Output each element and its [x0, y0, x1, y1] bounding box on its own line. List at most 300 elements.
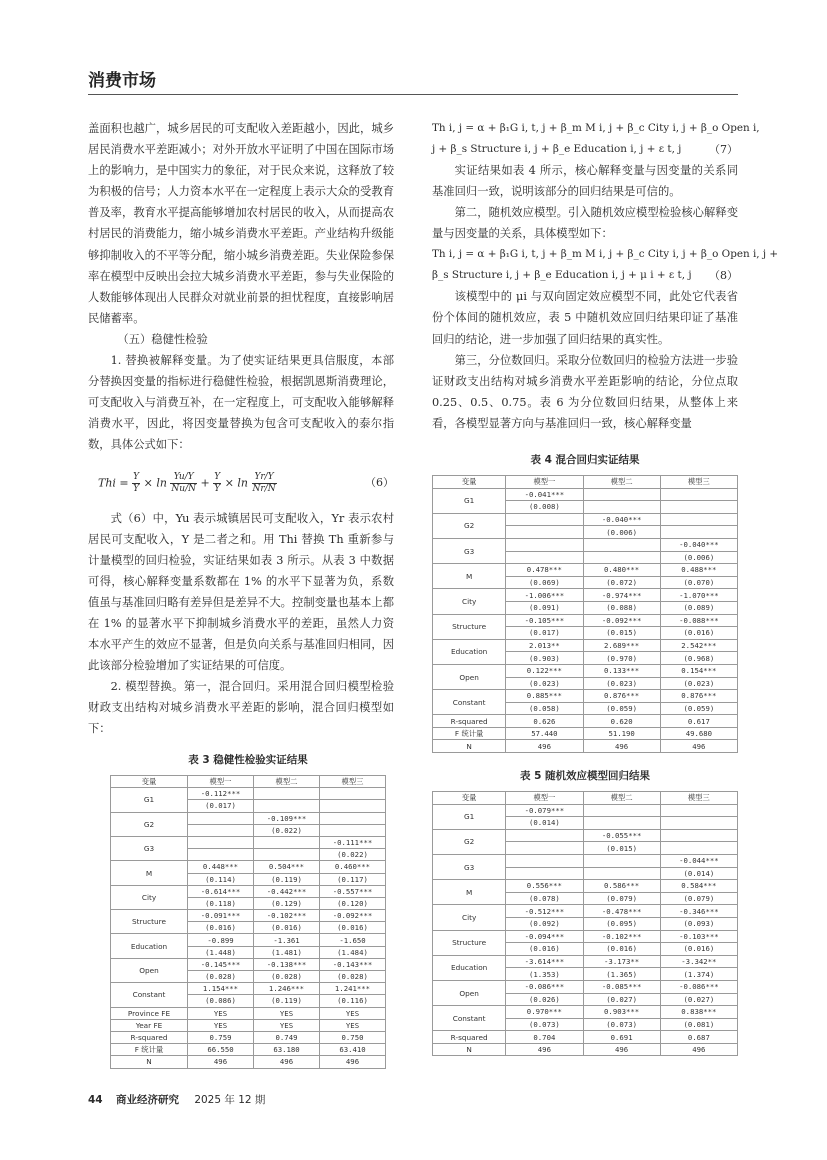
row-label: City: [433, 589, 506, 614]
eq-line: Th i, j = α + β₁G i, t, j + β_m M i, j + β_c City i, j + β_o Open i,: [432, 122, 760, 134]
coefficient-cell: 0.488***: [660, 564, 737, 577]
table-row: [111, 788, 386, 800]
stderr-cell: (1.365): [583, 968, 660, 981]
coefficient-cell: -0.102***: [583, 930, 660, 943]
coefficient-cell: -0.111***: [320, 836, 386, 848]
stat-cell: 496: [254, 1056, 320, 1068]
stderr-cell: (0.006): [583, 526, 660, 539]
table-row: [433, 854, 738, 867]
paragraph: 1. 替换被解释变量。为了使实证结果更具信服度，本部分替换因变量的指标进行稳健性检验，根据凯恩斯消费理论，可支配收入与消费互补，在一定程度上，可支配收入能够解释消费水平，因此，将因变量替换为包含可支配收入的泰尔指数，具体公式如下：: [88, 354, 394, 452]
table-row: [433, 1006, 738, 1019]
table-row: [111, 910, 386, 922]
column-header: 模型三: [660, 476, 737, 489]
eq-lhs: Thi =: [98, 476, 133, 489]
coefficient-cell: -0.041***: [506, 488, 583, 501]
coefficient-cell: [583, 488, 660, 501]
column-header: 模型一: [506, 476, 583, 489]
coefficient-cell: 0.154***: [660, 664, 737, 677]
stderr-cell: (0.119): [254, 873, 320, 885]
row-label: Structure: [111, 910, 188, 934]
coefficient-cell: 0.480***: [583, 564, 660, 577]
table-title: 表 4 混合回归实证结果: [530, 454, 640, 466]
stat-cell: 496: [660, 740, 737, 753]
stat-cell: YES: [188, 1007, 254, 1019]
stderr-cell: (0.091): [506, 601, 583, 614]
stderr-cell: (0.023): [583, 677, 660, 690]
stderr-cell: [583, 551, 660, 564]
coefficient-cell: -0.055***: [583, 829, 660, 842]
stderr-cell: (0.095): [583, 917, 660, 930]
stderr-cell: [660, 501, 737, 514]
stderr-cell: (0.028): [188, 971, 254, 983]
coefficient-cell: -0.614***: [188, 885, 254, 897]
table-row: [433, 488, 738, 501]
stderr-cell: (0.089): [660, 601, 737, 614]
eq-fraction: $\frac{Yr/Y}{Nr/N}$: [252, 471, 276, 494]
coefficient-cell: -0.091***: [188, 910, 254, 922]
stat-cell: 0.691: [583, 1031, 660, 1044]
eq-fraction: $\frac{Y}{Y}$: [214, 471, 221, 494]
coefficient-cell: -3.614***: [506, 955, 583, 968]
issue: 2025 年 12 期: [194, 1094, 266, 1106]
table-header-row: [111, 776, 386, 788]
stderr-cell: (0.014): [660, 867, 737, 880]
coefficient-cell: -0.899: [188, 934, 254, 946]
column-header: 模型三: [660, 792, 737, 805]
stderr-cell: [583, 817, 660, 830]
coefficient-cell: [583, 804, 660, 817]
stderr-cell: [506, 867, 583, 880]
stderr-cell: [320, 824, 386, 836]
stderr-cell: [506, 842, 583, 855]
table-row: [433, 690, 738, 703]
stderr-cell: (0.070): [660, 576, 737, 589]
stderr-cell: (0.086): [188, 995, 254, 1007]
table-row: [433, 614, 738, 627]
stat-cell: 49.680: [660, 727, 737, 740]
column-header: 模型二: [254, 776, 320, 788]
stderr-cell: (0.016): [254, 922, 320, 934]
row-label: G3: [433, 538, 506, 563]
table-row: [433, 980, 738, 993]
coefficient-cell: 0.586***: [583, 880, 660, 893]
stat-cell: YES: [254, 1007, 320, 1019]
stat-cell: 496: [506, 1043, 583, 1056]
coefficient-cell: [506, 829, 583, 842]
stderr-cell: (0.081): [660, 1018, 737, 1031]
row-label: G1: [111, 788, 188, 812]
stderr-cell: (0.022): [254, 824, 320, 836]
stderr-cell: (0.016): [583, 943, 660, 956]
stderr-cell: (0.027): [660, 993, 737, 1006]
coefficient-cell: [660, 488, 737, 501]
stderr-cell: (0.117): [320, 873, 386, 885]
stat-cell: 0.617: [660, 715, 737, 728]
stat-cell: YES: [320, 1019, 386, 1031]
stderr-cell: (0.026): [506, 993, 583, 1006]
row-label: N: [111, 1056, 188, 1068]
stderr-cell: (1.484): [320, 946, 386, 958]
stat-cell: YES: [254, 1019, 320, 1031]
stderr-cell: (0.016): [188, 922, 254, 934]
table-row: [111, 1056, 386, 1068]
coefficient-cell: -0.478***: [583, 905, 660, 918]
coefficient-cell: 0.133***: [583, 664, 660, 677]
coefficient-cell: 0.876***: [583, 690, 660, 703]
stderr-cell: [660, 842, 737, 855]
paragraph: 第二，随机效应模型。引入随机效应模型检验核心解释变量与因变量的关系，具体模型如下：: [432, 206, 738, 241]
coefficient-cell: -1.650: [320, 934, 386, 946]
table-row: [111, 1019, 386, 1031]
coefficient-cell: [506, 538, 583, 551]
table-title: 表 3 稳健性检验实证结果: [188, 754, 308, 766]
table-row: [433, 639, 738, 652]
stderr-cell: (0.120): [320, 897, 386, 909]
stderr-cell: (0.022): [320, 849, 386, 861]
coefficient-cell: -0.094***: [506, 930, 583, 943]
stderr-cell: (0.073): [506, 1018, 583, 1031]
coefficient-cell: [660, 513, 737, 526]
coefficient-cell: -0.103***: [660, 930, 737, 943]
stat-cell: 51.190: [583, 727, 660, 740]
stderr-cell: (0.072): [583, 576, 660, 589]
coefficient-cell: 1.241***: [320, 983, 386, 995]
coefficient-cell: -0.085***: [583, 980, 660, 993]
stderr-cell: (0.017): [506, 627, 583, 640]
stat-cell: YES: [188, 1019, 254, 1031]
section-title: 消费市场: [88, 71, 156, 91]
stderr-cell: [254, 849, 320, 861]
table-header-row: [433, 476, 738, 489]
stderr-cell: [188, 849, 254, 861]
stderr-cell: (0.023): [660, 677, 737, 690]
coefficient-cell: 0.460***: [320, 861, 386, 873]
eq-ln: × ln: [143, 476, 171, 489]
row-label: R-squared: [111, 1031, 188, 1043]
table-row: [433, 955, 738, 968]
stderr-cell: (0.968): [660, 652, 737, 665]
eq-fraction: $\frac{Yu/Y}{Nu/N}$: [171, 471, 197, 494]
row-label: R-squared: [433, 715, 506, 728]
paragraph: 2. 模型替换。第一，混合回归。采用混合回归模型检验财政支出结构对城乡消费水平差距的影响，混合回归模型如下：: [88, 680, 394, 736]
coefficient-cell: 0.478***: [506, 564, 583, 577]
paragraph: 式（6）中，Yu 表示城镇居民可支配收入，Yr 表示农村居民可支配收入，Y 是二者之和。用 Thi 替换 Th 重新参与计量模型的回归检验，实证结果如表 3 所示。从表 3 中数据可得，核心解释变量系数都在 1% 的水平下显著为负，系数值虽与基准回归略有差异但是差异不大。控制变量也基本上都在 1% 的显著水平下抑制城乡消费水平的差距，虽然人力资本水平产生的效应不显著，但是负向关系与基准回归相同，因此该部分检验增加了实证结果的可信度。: [88, 511, 394, 673]
table-header-row: [433, 792, 738, 805]
stat-cell: 63.410: [320, 1044, 386, 1056]
table-4: [432, 452, 738, 753]
stderr-cell: [254, 800, 320, 812]
data-table: [432, 475, 738, 753]
table-row: [433, 905, 738, 918]
stderr-cell: (0.903): [506, 652, 583, 665]
stderr-cell: (0.015): [583, 627, 660, 640]
stat-cell: 0.620: [583, 715, 660, 728]
stderr-cell: (0.058): [506, 702, 583, 715]
stderr-cell: (0.079): [660, 892, 737, 905]
page-number: 44: [88, 1094, 103, 1106]
coefficient-cell: -0.092***: [583, 614, 660, 627]
coefficient-cell: -1.070***: [660, 589, 737, 602]
coefficient-cell: -0.079***: [506, 804, 583, 817]
stderr-cell: (1.374): [660, 968, 737, 981]
stat-cell: 496: [188, 1056, 254, 1068]
stderr-cell: (0.114): [188, 873, 254, 885]
row-label: G1: [433, 804, 506, 829]
row-label: M: [433, 880, 506, 905]
coefficient-cell: -0.105***: [506, 614, 583, 627]
row-label: Education: [433, 639, 506, 664]
stat-cell: 0.749: [254, 1031, 320, 1043]
stderr-cell: (1.448): [188, 946, 254, 958]
row-label: N: [433, 740, 506, 753]
stderr-cell: (0.118): [188, 897, 254, 909]
equation-8: [432, 244, 779, 286]
stderr-cell: [188, 824, 254, 836]
coefficient-cell: 1.154***: [188, 983, 254, 995]
coefficient-cell: 2.689***: [583, 639, 660, 652]
table-row: [111, 861, 386, 873]
coefficient-cell: 0.903***: [583, 1006, 660, 1019]
table-3: [110, 752, 386, 1069]
stderr-cell: (0.023): [506, 677, 583, 690]
coefficient-cell: -0.557***: [320, 885, 386, 897]
coefficient-cell: -0.145***: [188, 958, 254, 970]
eq-fraction: $\frac{Y}{Y}$: [133, 471, 140, 494]
coefficient-cell: [660, 804, 737, 817]
stderr-cell: [660, 526, 737, 539]
coefficient-cell: [254, 836, 320, 848]
row-label: Open: [433, 980, 506, 1005]
stat-cell: 496: [320, 1056, 386, 1068]
column-header: 变量: [111, 776, 188, 788]
coefficient-cell: [254, 788, 320, 800]
stderr-cell: (0.008): [506, 501, 583, 514]
coefficient-cell: -3.342**: [660, 955, 737, 968]
coefficient-cell: -0.040***: [583, 513, 660, 526]
stat-cell: 496: [660, 1043, 737, 1056]
table-row: [433, 804, 738, 817]
subsection-heading: （五）稳健性检验: [117, 332, 208, 346]
table-row: [433, 740, 738, 753]
column-header: 模型二: [583, 792, 660, 805]
stderr-cell: (0.016): [320, 922, 386, 934]
row-label: Open: [111, 958, 188, 982]
row-label: Constant: [433, 690, 506, 715]
coefficient-cell: -0.346***: [660, 905, 737, 918]
row-label: N: [433, 1043, 506, 1056]
stderr-cell: (0.027): [583, 993, 660, 1006]
stderr-cell: (0.016): [506, 943, 583, 956]
coefficient-cell: -0.086***: [506, 980, 583, 993]
coefficient-cell: 2.013**: [506, 639, 583, 652]
stat-cell: 63.180: [254, 1044, 320, 1056]
stderr-cell: (0.073): [583, 1018, 660, 1031]
column-header: 模型三: [320, 776, 386, 788]
table-row: [433, 930, 738, 943]
stat-cell: 0.750: [320, 1031, 386, 1043]
stderr-cell: [660, 817, 737, 830]
paragraph: 该模型中的 μi 与双向固定效应模型不同，此处它代表省份个体间的随机效应，表 5 中随机效应回归结果印证了基准回归的结论，进一步加强了回归结果的真实性。: [432, 290, 738, 346]
equation-number: （8）: [709, 269, 738, 283]
table-row: [433, 715, 738, 728]
equation-7: [432, 118, 760, 160]
row-label: Open: [433, 664, 506, 689]
coefficient-cell: 0.838***: [660, 1006, 737, 1019]
table-row: [111, 934, 386, 946]
table-row: [111, 958, 386, 970]
coefficient-cell: 2.542***: [660, 639, 737, 652]
coefficient-cell: -0.088***: [660, 614, 737, 627]
table-row: [111, 983, 386, 995]
stderr-cell: (1.353): [506, 968, 583, 981]
coefficient-cell: -0.040***: [660, 538, 737, 551]
table-row: [111, 836, 386, 848]
paragraph: 实证结果如表 4 所示，核心解释变量与因变量的关系同基准回归一致，说明该部分的回归结果是可信的。: [432, 164, 738, 199]
data-table: [110, 775, 386, 1069]
stderr-cell: (0.129): [254, 897, 320, 909]
coefficient-cell: [320, 788, 386, 800]
coefficient-cell: 0.885***: [506, 690, 583, 703]
coefficient-cell: -0.044***: [660, 854, 737, 867]
coefficient-cell: [660, 829, 737, 842]
eq-ln: × ln: [224, 476, 252, 489]
table-row: [433, 589, 738, 602]
table-row: [433, 564, 738, 577]
row-label: City: [433, 905, 506, 930]
coefficient-cell: 0.876***: [660, 690, 737, 703]
stderr-cell: (0.093): [660, 917, 737, 930]
coefficient-cell: 0.584***: [660, 880, 737, 893]
coefficient-cell: 0.556***: [506, 880, 583, 893]
table-row: [433, 829, 738, 842]
stat-cell: 0.704: [506, 1031, 583, 1044]
coefficient-cell: -0.112***: [188, 788, 254, 800]
column-header: 模型二: [583, 476, 660, 489]
stderr-cell: (0.014): [506, 817, 583, 830]
row-label: Structure: [433, 614, 506, 639]
table-title: 表 5 随机效应模型回归结果: [519, 770, 651, 782]
table-row: [433, 880, 738, 893]
coefficient-cell: -0.109***: [254, 812, 320, 824]
table-row: [111, 1044, 386, 1056]
stderr-cell: (1.481): [254, 946, 320, 958]
eq-plus: +: [200, 476, 214, 489]
row-label: G2: [111, 812, 188, 836]
stderr-cell: (0.092): [506, 917, 583, 930]
stderr-cell: (0.079): [583, 892, 660, 905]
coefficient-cell: -0.512***: [506, 905, 583, 918]
equation-6: [88, 458, 394, 508]
stderr-cell: (0.069): [506, 576, 583, 589]
row-label: Constant: [433, 1006, 506, 1031]
row-label: F 统计量: [111, 1044, 188, 1056]
stderr-cell: (0.088): [583, 601, 660, 614]
stderr-cell: (0.016): [660, 943, 737, 956]
row-label: G3: [433, 854, 506, 879]
stderr-cell: [583, 867, 660, 880]
stat-cell: 496: [583, 740, 660, 753]
row-label: Education: [111, 934, 188, 958]
coefficient-cell: -0.102***: [254, 910, 320, 922]
coefficient-cell: [188, 812, 254, 824]
page-footer: [88, 1092, 265, 1107]
stat-cell: 496: [506, 740, 583, 753]
stat-cell: 0.759: [188, 1031, 254, 1043]
stat-cell: 66.550: [188, 1044, 254, 1056]
row-label: R-squared: [433, 1031, 506, 1044]
table-row: [111, 885, 386, 897]
data-table: [432, 791, 738, 1056]
table-row: [111, 812, 386, 824]
table-row: [433, 513, 738, 526]
row-label: Structure: [433, 930, 506, 955]
page-header: [88, 64, 738, 95]
table-row: [433, 727, 738, 740]
journal-name: 商业经济研究: [115, 1094, 179, 1106]
coefficient-cell: 0.122***: [506, 664, 583, 677]
table-row: [111, 1031, 386, 1043]
stderr-cell: (0.970): [583, 652, 660, 665]
stderr-cell: (0.028): [320, 971, 386, 983]
stat-cell: 496: [583, 1043, 660, 1056]
column-header: 变量: [433, 792, 506, 805]
row-label: Education: [433, 955, 506, 980]
stat-cell: 57.440: [506, 727, 583, 740]
row-label: Constant: [111, 983, 188, 1007]
stderr-cell: (0.059): [583, 702, 660, 715]
row-label: M: [433, 564, 506, 589]
column-header: 模型一: [188, 776, 254, 788]
coefficient-cell: 0.970***: [506, 1006, 583, 1019]
row-label: City: [111, 885, 188, 909]
row-label: Year FE: [111, 1019, 188, 1031]
row-label: F 统计量: [433, 727, 506, 740]
coefficient-cell: -0.974***: [583, 589, 660, 602]
stderr-cell: (0.116): [320, 995, 386, 1007]
eq-line: Th i, j = α + β₁G i, t, j + β_m M i, j + β_c City i, j + β_o Open i, j +: [432, 248, 779, 261]
coefficient-cell: [583, 538, 660, 551]
coefficient-cell: -0.086***: [660, 980, 737, 993]
table-row: [433, 538, 738, 551]
left-column: [88, 118, 394, 740]
eq-line: j + β_s Structure i, j + β_e Education i, j + ε t, j: [432, 143, 682, 155]
row-label: G2: [433, 513, 506, 538]
stat-cell: YES: [320, 1007, 386, 1019]
stderr-cell: [583, 501, 660, 514]
table-row: [433, 1031, 738, 1044]
eq-line: β_s Structure i, j + β_e Education i, j + μ i + ε t, j: [432, 269, 692, 282]
paragraph: 盖面积也越广，城乡居民的可支配收入差距越小，因此，城乡居民消费水平差距减小；对外开放水平证明了中国在国际市场上的影响力，是中国实力的象征，对于民众来说，这释放了较为积极的信号；人力资本水平在一定程度上表示大众的受教育普及率，教育水平提高能够增加农村居民的收入，从而提高农村居民的消费能力，缩小城乡消费水平差距。产业结构升级能够抑制收入的不平等分配，缩小城乡消费差距。失业保险参保率在模型中反映出会拉大城乡消费水平差距，参与失业保险的人数能够体现出人民群众对就业前景的担忧程度，直接影响居民储蓄率。: [88, 122, 394, 325]
coefficient-cell: -0.138***: [254, 958, 320, 970]
column-header: 模型一: [506, 792, 583, 805]
stat-cell: 0.687: [660, 1031, 737, 1044]
row-label: G3: [111, 836, 188, 860]
stderr-cell: (0.015): [583, 842, 660, 855]
stderr-cell: [320, 800, 386, 812]
coefficient-cell: -3.173**: [583, 955, 660, 968]
coefficient-cell: 1.246***: [254, 983, 320, 995]
coefficient-cell: [506, 513, 583, 526]
coefficient-cell: [583, 854, 660, 867]
coefficient-cell: [188, 836, 254, 848]
row-label: G1: [433, 488, 506, 513]
paragraph: 第三，分位数回归。采取分位数回归的检验方法进一步验证财政支出结构对城乡消费水平差距影响的结论，分位点取 0.25、0.5、0.75。表 6 为分位数回归结果，从整体上来看，各模型显著方向与基准回归一致，核心解释变量: [432, 353, 738, 430]
coefficient-cell: [320, 812, 386, 824]
table-5: [432, 768, 738, 1056]
stderr-cell: (0.059): [660, 702, 737, 715]
stat-cell: 0.626: [506, 715, 583, 728]
coefficient-cell: -0.143***: [320, 958, 386, 970]
